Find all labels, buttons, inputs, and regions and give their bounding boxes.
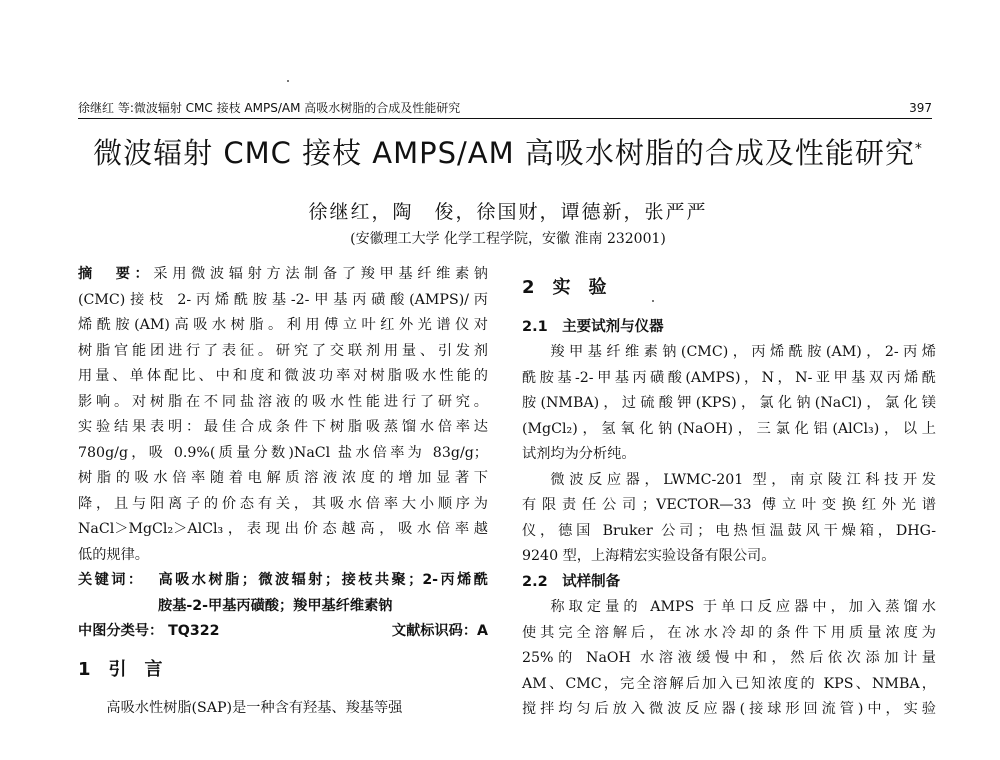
- subsection-heading-sample-prep: 2.2 试样制备: [522, 573, 621, 590]
- running-header: [78, 100, 932, 119]
- title-footnote-mark: *: [914, 141, 923, 157]
- body-line: 有限责任公司；VECTOR—33 傅立叶变换红外光谱: [522, 497, 936, 513]
- abstract-line: (CMC)接枝 2-丙烯酰胺基-2-甲基丙磺酸(AMPS)/丙: [78, 291, 488, 308]
- body-line: 试剂均为分析纯。: [522, 446, 636, 462]
- body-line: 称取定量的 AMPS 于单口反应器中，加入蒸馏水: [550, 599, 936, 615]
- page-number: 397: [909, 101, 932, 115]
- abstract-line: 摘 要：采用微波辐射方法制备了羧甲基纤维素钠: [78, 266, 488, 282]
- abstract-line: 实验结果表明：最佳合成条件下树脂吸蒸馏水倍率达: [78, 419, 488, 435]
- section-heading-experiment: 2 实 验: [522, 277, 607, 298]
- body-line: 羧甲基纤维素钠(CMC)，丙烯酰胺(AM)，2-丙烯: [550, 344, 936, 360]
- abstract-line: 低的规律。: [78, 546, 149, 563]
- abstract: [78, 262, 488, 568]
- abstract-line: 用量、单体配比、中和度和微波功率对树脂吸水性能的: [78, 368, 488, 384]
- abstract-label: 摘 要：: [78, 266, 154, 282]
- paper-title-text: 微波辐射 CMC 接枝 AMPS/AM 高吸水树脂的合成及性能研究: [93, 136, 915, 170]
- abstract-line: 树脂官能团进行了表征。研究了交联剂用量、引发剂: [78, 342, 488, 359]
- clc-value: TQ322: [168, 623, 220, 639]
- body-line: AM、CMC，完全溶解后加入已知浓度的 KPS、NMBA，: [522, 675, 936, 692]
- section-heading-introduction: 1 引 言: [78, 658, 163, 680]
- intro-paragraph: 高吸水性树脂(SAP)是一种含有羟基、羧基等强: [106, 700, 403, 716]
- left-column: [78, 262, 488, 722]
- body-line: 25%的 NaOH 水溶液缓慢中和，然后依次添加计量: [522, 650, 936, 666]
- clc-label: 中图分类号：: [78, 623, 164, 639]
- body-line: 仪，德国 Bruker 公司；电热恒温鼓风干燥箱，DHG-: [522, 522, 936, 539]
- abstract-line: 影响。对树脂在不同盐溶液的吸水性能进行了研究。: [78, 393, 488, 410]
- keywords-text: 高吸水树脂；微波辐射；接枝共聚；2-丙烯酰: [158, 572, 488, 588]
- right-column: [522, 275, 936, 723]
- body-line: 微波反应器，LWMC-201 型，南京陵江科技开发: [550, 471, 936, 488]
- reagents-paragraph: [522, 340, 936, 468]
- body-line: 使其完全溶解后，在冰水冷却的条件下用质量浓度为: [522, 624, 936, 641]
- abstract-line: 烯酰胺(AM)高吸水树脂。利用傅立叶红外光谱仪对: [78, 317, 488, 333]
- scan-speck: [287, 80, 289, 82]
- abstract-line: 降，且与阳离子的价态有关，其吸水倍率大小顺序为: [78, 495, 488, 512]
- classification-line: [78, 619, 488, 645]
- body-line: 9240 型，上海精宏实验设备有限公司。: [522, 548, 776, 564]
- paper-title: [78, 133, 938, 173]
- body-line: 搅拌均匀后放入微波反应器(接球形回流管)中，实验: [522, 701, 936, 717]
- affiliation: (安徽理工大学 化学工程学院，安徽 淮南 232001): [350, 231, 666, 247]
- abstract-line: 780g/g，吸 0.9%(质量分数)NaCl 盐水倍率为 83g/g；: [78, 444, 488, 461]
- sample-prep-paragraph: [522, 595, 936, 723]
- body-line: 酰胺基-2-甲基丙磺酸(AMPS)，N，N-亚甲基双丙烯酰: [522, 369, 936, 386]
- instruments-paragraph: [522, 468, 936, 570]
- subsection-heading-reagents: 2.1 主要试剂与仪器: [522, 318, 664, 335]
- body-line: 胺(NMBA)，过硫酸钾(KPS)，氯化钠(NaCl)，氯化镁: [522, 395, 936, 411]
- abstract-line: 树脂的吸水倍率随着电解质溶液浓度的增加显著下: [78, 470, 488, 486]
- keywords-text: 胺基-2-甲基丙磺酸；羧甲基纤维素钠: [158, 597, 393, 614]
- running-header-title: 徐继红 等:微波辐射 CMC 接枝 AMPS/AM 高吸水树脂的合成及性能研究: [78, 101, 461, 115]
- author-list: 徐继红，陶 俊，徐国财，谭德新，张严严: [308, 201, 708, 223]
- keywords: [78, 568, 488, 619]
- document-code: 文献标识码：A: [391, 623, 488, 639]
- body-line: (MgCl₂)，氢氧化钠(NaOH)，三氯化铝(AlCl₃)，以上: [522, 420, 936, 437]
- abstract-line: NaCl＞MgCl₂＞AlCl₃，表现出价态越高，吸水倍率越: [78, 521, 488, 537]
- keywords-label: 关键词：: [78, 572, 145, 588]
